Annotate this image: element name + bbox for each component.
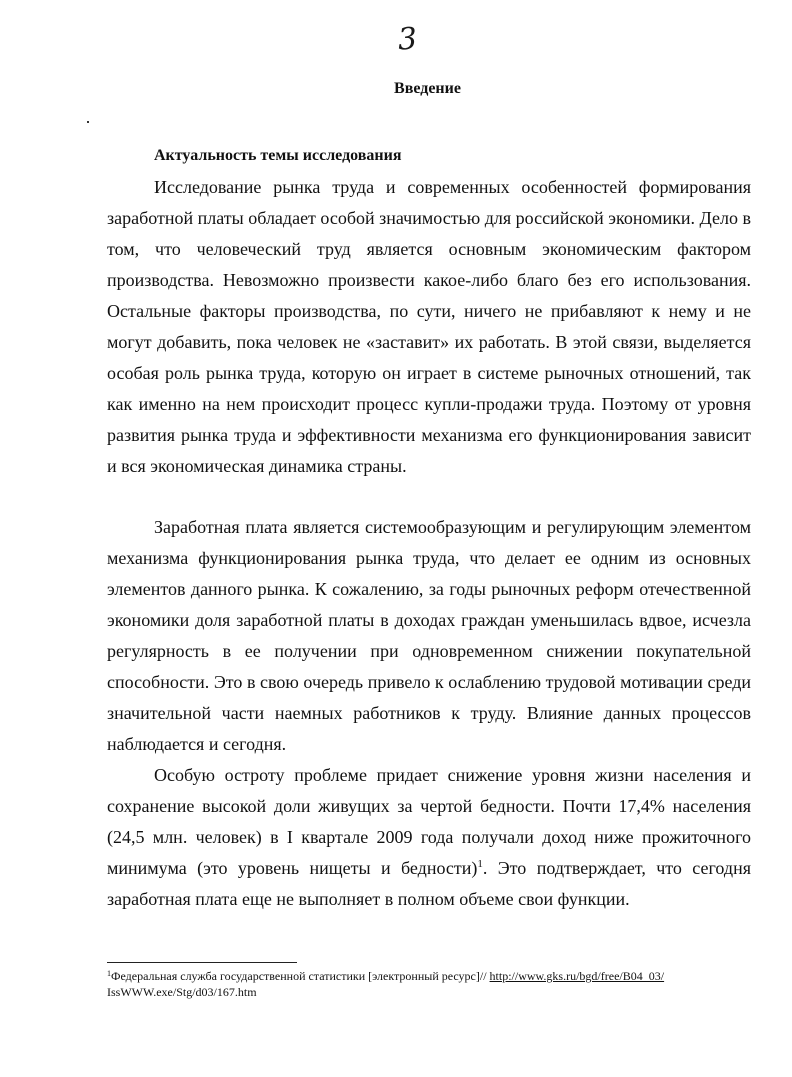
paragraph-3: [107, 760, 751, 915]
paragraph-2: Заработная плата является системообразующим и регулирующим элементом механизма функционирования рынка труда, что делает ее одним из основных элементов данного рынка. К сожалению, за годы рыночных реформ отечественной экономики доля заработной платы в доходах граждан уменьшилась вдвое, исчезла регулярность в ее получении при одновременном снижении покупательной способности. Это в свою очередь привело к ослаблению трудовой мотивации среди значительной части наемных работников к труду. Влияние данных процессов наблюдается и сегодня.: [107, 517, 751, 754]
footnote: [107, 968, 737, 1000]
footnote-text: Федеральная служба государственной статистики [электронный ресурс]//: [111, 969, 490, 983]
scan-speck: [87, 121, 89, 123]
section-subtitle: Актуальность темы исследования: [154, 147, 402, 164]
footnote-link-continuation[interactable]: IssWWW.exe/Stg/d03/167.htm: [107, 985, 257, 999]
section-title: Введение: [394, 80, 461, 97]
paragraph-1: Исследование рынка труда и современных особенностей формирования заработной платы обладает особой значимостью для российской экономики. Дело в том, что человеческий труд является основным экономическим фактором производства. Невозможно произвести какое-либо благо без его использования. Остальные факторы производства, по сути, ничего не прибавляют к нему и не могут добавить, пока человек не «заставит» их работать. В этой связи, выделяется особая роль рынка труда, которую он играет в системе рыночных отношений, так как именно на нем происходит процесс купли-продажи труда. Поэтому от уровня развития рынка труда и эффективности механизма его функционирования зависит и вся экономическая динамика страны.: [107, 177, 751, 476]
footnote-reference[interactable]: 1: [477, 858, 483, 870]
paragraph-3-text-end: . Это подтверждает, что сегодня заработная плата еще не выполняет в полном объеме свои функции.: [107, 858, 751, 909]
footnote-link[interactable]: http://www.gks.ru/bgd/free/B04_03/: [489, 969, 665, 983]
footnote-mark: 1: [107, 969, 111, 978]
footnote-separator: [107, 962, 297, 963]
paragraph-3-text: Особую остроту проблеме придает снижение уровня жизни населения и сохранение высокой доли живущих за чертой бедности. Почти 17,4% населения (24,5 млн. человек) в I квартале 2009 года получали доход ниже прожиточного минимума (это уровень нищеты и бедности): [107, 765, 751, 878]
page-number: 3: [396, 21, 419, 58]
